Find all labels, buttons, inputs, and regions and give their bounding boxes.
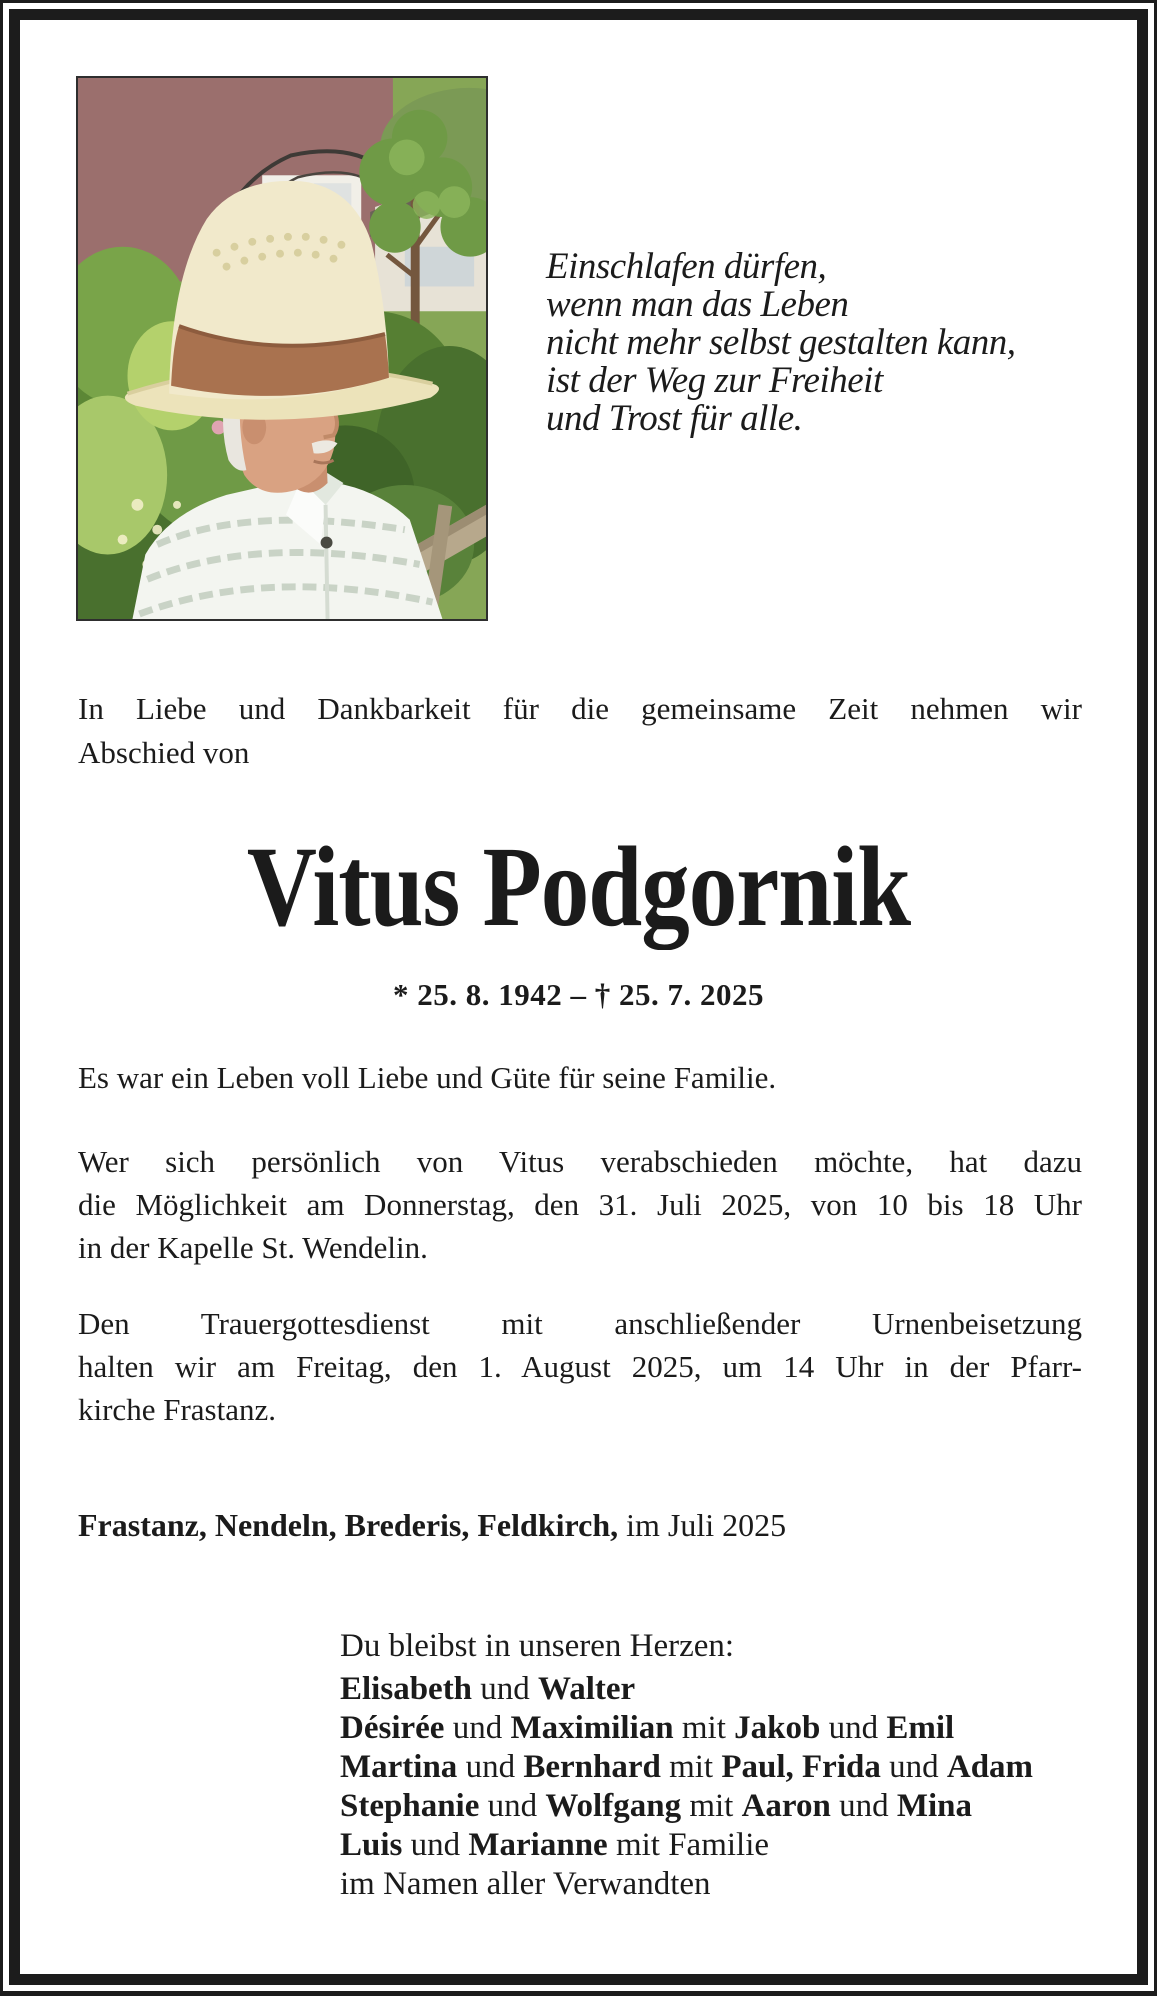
text-regular: und	[472, 1671, 539, 1707]
service-last-line: kirche Frastanz.	[78, 1392, 276, 1427]
name-bold: Jakob	[734, 1710, 821, 1746]
name-bold: Stephanie	[340, 1788, 480, 1824]
name-bold: Walter	[538, 1671, 636, 1707]
text-regular: mit	[681, 1788, 742, 1824]
portrait-photo	[76, 76, 488, 621]
name-bold: Adam	[946, 1749, 1034, 1785]
viewing-last-line: in der Kapelle St. Wendelin.	[78, 1230, 428, 1265]
text-line: nicht mehr selbst gestalten kann,	[546, 322, 1016, 363]
text-line	[340, 1670, 1130, 1709]
text-regular: mit	[660, 1749, 722, 1785]
text-line: Den Trauergottesdienst mit anschließender Urnenbeisetzung	[78, 1306, 1082, 1341]
viewing-justified-lines	[78, 1140, 1082, 1226]
text-regular: im Juli 2025	[618, 1507, 787, 1543]
name-bold: Wolfgang	[545, 1788, 682, 1824]
service-paragraph	[78, 1302, 1082, 1431]
name-bold: Luis	[340, 1827, 403, 1863]
name-bold: Emil	[886, 1710, 955, 1746]
text-line	[340, 1787, 1130, 1826]
name-bold: Bernhard	[523, 1749, 661, 1785]
text-regular: und	[457, 1749, 524, 1785]
name-bold: Paul, Frida	[721, 1749, 881, 1785]
text-line	[340, 1748, 1130, 1787]
text-line: In Liebe und Dankbarkeit für die gemeinsame Zeit nehmen wir	[78, 691, 1082, 726]
name-bold: Désirée	[340, 1710, 445, 1746]
text-line	[340, 1709, 1130, 1748]
text-line: halten wir am Freitag, den 1. August 2025, um 14 Uhr in der Pfarr-	[78, 1349, 1082, 1384]
text-regular: und	[402, 1827, 469, 1863]
text-line: Wer sich persönlich von Vitus verabschieden möchte, hat dazu	[78, 1144, 1082, 1179]
name-bold: Mina	[896, 1788, 973, 1824]
text-line: und Trost für alle.	[546, 398, 803, 439]
text-regular: und	[830, 1788, 897, 1824]
name-bold: Elisabeth	[340, 1671, 473, 1707]
places-date-line	[78, 1504, 1082, 1547]
text-regular: im Namen aller Verwandten	[340, 1866, 711, 1902]
portrait-photo-illustration	[78, 78, 486, 619]
text-line: wenn man das Leben	[546, 284, 849, 325]
name-bold: Maximilian	[510, 1710, 674, 1746]
tribute-line: Es war ein Leben voll Liebe und Güte für seine Familie.	[78, 1060, 777, 1095]
text-line: ist der Weg zur Freiheit	[546, 360, 883, 401]
text-line: die Möglichkeit am Donnerstag, den 31. Juli 2025, von 10 bis 18 Uhr	[78, 1187, 1082, 1222]
name-bold: Aaron	[741, 1788, 831, 1824]
family-block	[340, 1627, 1130, 1904]
viewing-paragraph	[78, 1140, 1082, 1269]
text-line	[340, 1826, 1130, 1865]
text-line: Einschlafen dürfen,	[546, 246, 827, 287]
service-justified-lines	[78, 1302, 1082, 1388]
text-regular: und	[479, 1788, 546, 1824]
text-line	[78, 1504, 1082, 1547]
name-bold: Frastanz, Nendeln, Brederis, Feldkirch,	[78, 1507, 619, 1543]
text-line	[340, 1865, 1130, 1904]
family-names-list	[340, 1670, 1130, 1904]
life-dates: * 25. 8. 1942 – † 25. 7. 2025	[393, 977, 764, 1012]
text-regular: und	[820, 1710, 887, 1746]
epigraph-quote	[546, 248, 1046, 438]
name-bold: Martina	[340, 1749, 458, 1785]
farewell-heading: Du bleibst in unseren Herzen:	[340, 1628, 735, 1664]
intro-justified-lines	[78, 687, 1082, 731]
deceased-name: Vitus Podgornik	[246, 823, 911, 950]
text-regular: mit Familie	[607, 1827, 770, 1863]
text-regular: und	[880, 1749, 947, 1785]
intro-paragraph	[78, 687, 1082, 775]
name-bold: Marianne	[468, 1827, 608, 1863]
text-regular: und	[444, 1710, 511, 1746]
intro-last-line: Abschied von	[78, 735, 250, 770]
text-regular: mit	[673, 1710, 735, 1746]
